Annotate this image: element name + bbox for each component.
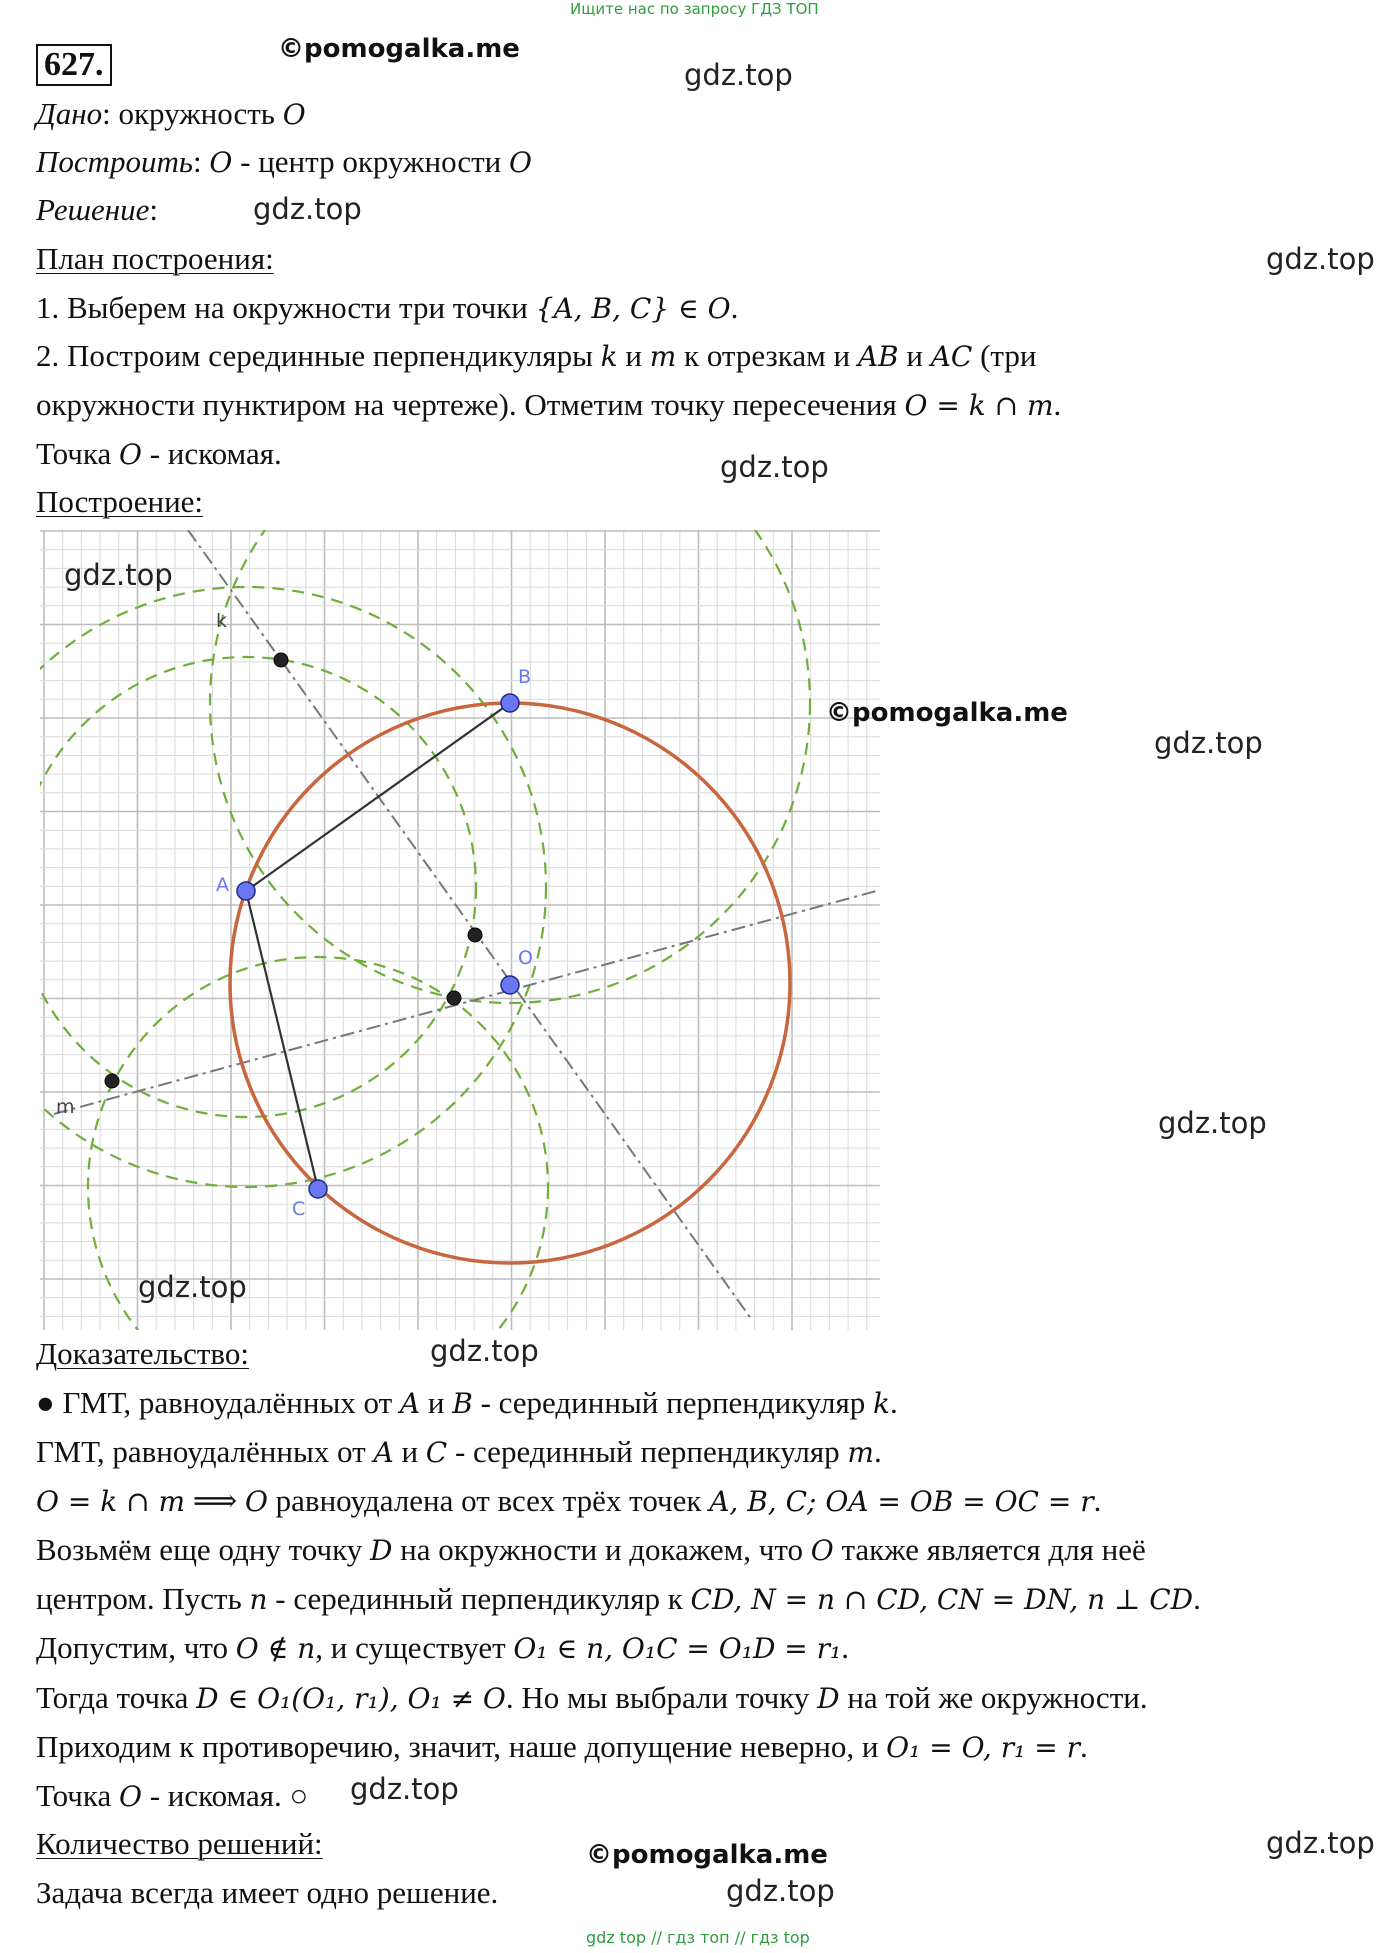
label-a: A (216, 874, 229, 896)
label-b: B (518, 666, 532, 688)
plan-step-2a: 2. Построим серединные перпендикуляры k и m к отрезкам и AB и AC (три (36, 338, 1037, 373)
problem-number: 627. (36, 44, 112, 86)
count-text: Задача всегда имеет одно решение. (36, 1875, 499, 1910)
intersection-point (447, 991, 461, 1005)
point-b (501, 694, 519, 712)
intersection-point (105, 1074, 119, 1088)
plan-heading: План построения: (36, 241, 274, 276)
proof-line-7: Тогда точка D ∈ O₁(O₁, r₁), O₁ ≠ O. Но мы выбрали точку D на той же окружности. (36, 1680, 1148, 1715)
bisectors (54, 530, 880, 1320)
watermark-gdz: gdz.top (1158, 1106, 1267, 1140)
label-o: O (518, 947, 533, 969)
labelled-points (237, 694, 519, 1198)
top-banner: Ищите нас по запросу ГДЗ ТОП (570, 0, 819, 18)
grid (40, 530, 880, 1330)
watermark-pomogalka: ©pomogalka.me (826, 698, 1068, 728)
proof-line-2: ГМТ, равноудалённых от A и C - серединный перпендикуляр m. (36, 1434, 882, 1469)
arc-around-b (210, 530, 810, 1003)
proof-line-5: центром. Пусть n - серединный перпендикуляр к CD, N = n ∩ CD, CN = DN, n ⊥ CD. (36, 1581, 1201, 1616)
proof-line-9: Точка O - искомая. ○ (36, 1778, 309, 1813)
count-heading: Количество решений: (36, 1826, 323, 1861)
watermark-gdz: gdz.top (430, 1334, 539, 1368)
point-o (501, 976, 519, 994)
watermark-pomogalka: ©pomogalka.me (586, 1840, 828, 1870)
watermark-pomogalka: ©pomogalka.me (278, 34, 520, 64)
footer-links: gdz top // гдз топ // гдз top (586, 1928, 810, 1947)
plan-step-1: 1. Выберем на окружности три точки {A, B, C} ∈ O. (36, 290, 739, 325)
point-a (237, 882, 255, 900)
watermark-gdz: gdz.top (1154, 726, 1263, 760)
chords (246, 703, 510, 1189)
construct-label: Построить (36, 144, 194, 179)
solution-label: Решение (36, 192, 150, 227)
watermark-gdz: gdz.top (350, 1772, 459, 1806)
label-k: k (216, 610, 228, 632)
arc-around-a-small (40, 657, 476, 1117)
proof-heading: Доказательство: (36, 1336, 249, 1371)
proof-line-8: Приходим к противоречию, значит, наше допущение неверно, и O₁ = O, r₁ = r. (36, 1729, 1088, 1764)
construction-arcs (40, 530, 810, 1330)
chord-ab (246, 703, 510, 891)
given-line: Дано: окружность O (36, 96, 306, 131)
label-m: m (56, 1096, 75, 1118)
plan-step-2b: окружности пунктиром на чертеже). Отметим точку пересечения O = k ∩ m. (36, 387, 1062, 422)
solution-line: Решение: (36, 192, 158, 227)
label-c: C (292, 1198, 306, 1220)
proof-line-4: Возьмём еще одну точку D на окружности и докажем, что O также является для неё (36, 1532, 1146, 1567)
watermark-gdz: gdz.top (138, 1270, 247, 1304)
given-label: Дано (36, 96, 103, 131)
watermark-gdz: gdz.top (726, 1874, 835, 1908)
plan-step-3: Точка O - искомая. (36, 436, 282, 471)
watermark-gdz: gdz.top (720, 450, 829, 484)
watermark-gdz: gdz.top (253, 192, 362, 226)
construction-figure (40, 530, 880, 1330)
construction-heading: Построение: (36, 484, 204, 519)
proof-line-3: O = k ∩ m ⟹ O равноудалена от всех трёх точек A, B, C; OA = OB = OC = r. (36, 1483, 1102, 1518)
construct-line: Построить: O - центр окружности O (36, 144, 532, 179)
point-labels (216, 666, 533, 1220)
intersection-point (274, 653, 288, 667)
intersection-point (468, 928, 482, 942)
bisector-k (188, 530, 752, 1320)
proof-line-1: ● ГМТ, равноудалённых от A и B - серединный перпендикуляр k. (36, 1385, 898, 1420)
point-c (309, 1180, 327, 1198)
proof-line-6: Допустим, что O ∉ n, и существует O₁ ∈ n, O₁C = O₁D = r₁. (36, 1630, 850, 1665)
watermark-gdz: gdz.top (684, 58, 793, 92)
watermark-gdz: gdz.top (1266, 1826, 1375, 1860)
watermark-gdz: gdz.top (64, 558, 173, 592)
watermark-gdz: gdz.top (1266, 242, 1375, 276)
